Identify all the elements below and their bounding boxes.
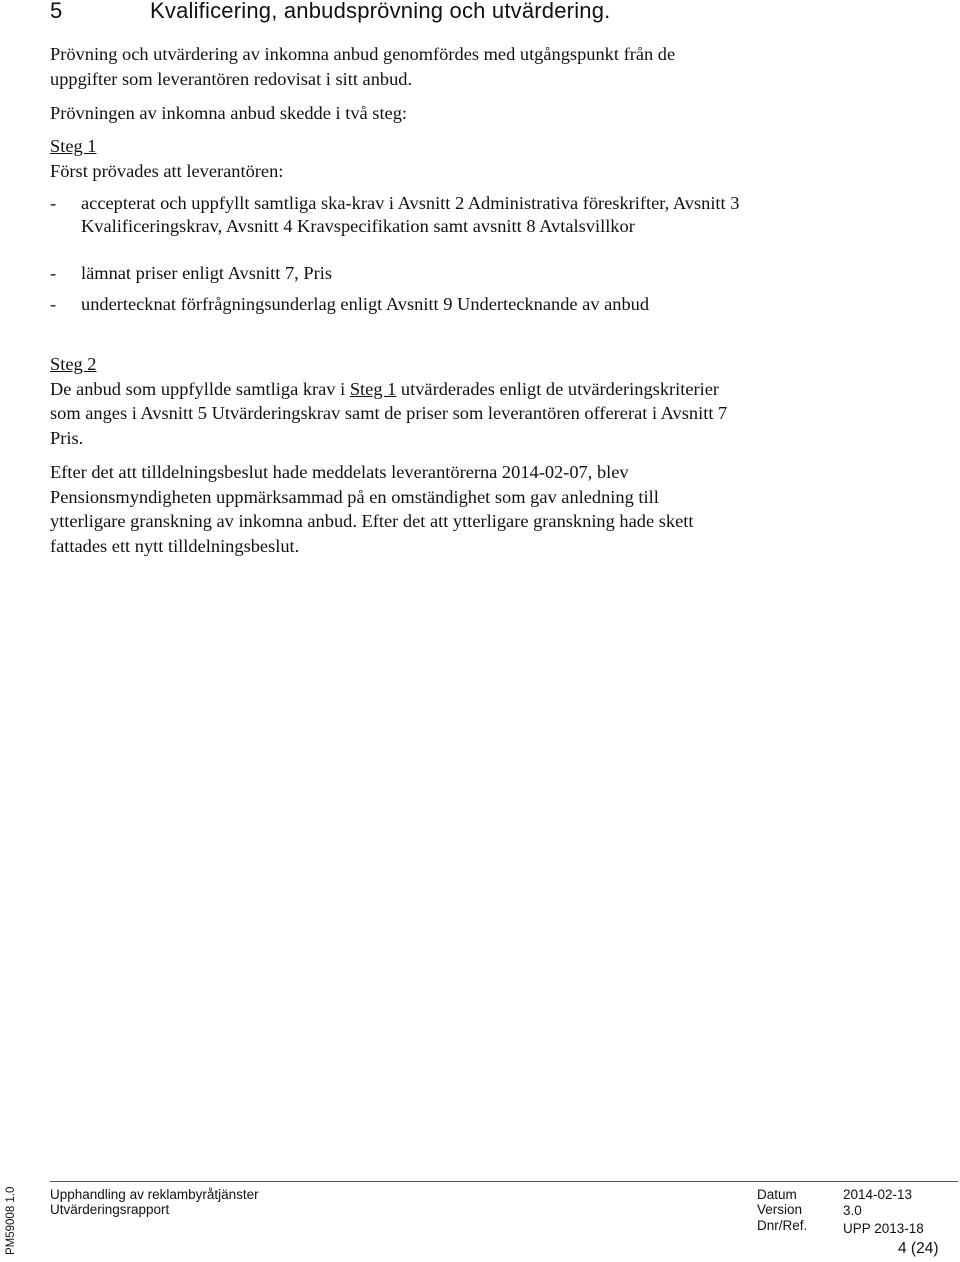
footer-label-datum: Datum — [757, 1187, 797, 1202]
steg2-paragraph — [50, 377, 740, 451]
page-number: 4 (24) — [898, 1240, 939, 1257]
final-paragraph: Efter det att tilldelningsbeslut hade meddelats leverantörerna 2014-02-07, blev Pensionsmyndigheten uppmärksammad på en omständighet som gav anledning till ytterligare granskning av inkomna anbud. Efter det att ytterligare granskning hade skett fattades ett nytt tilldelningsbeslut. — [50, 462, 694, 556]
steg1-reference: Steg 1 — [349, 378, 397, 399]
list-dash: - — [50, 263, 57, 283]
steg1-title: Steg 1 — [50, 136, 97, 156]
intro-paragraph: Prövning och utvärdering av inkomna anbud genomfördes med utgångspunkt från de uppgifter som leverantören redovisat i sitt anbud. — [50, 44, 676, 89]
steg2-text-before: De anbud som uppfyllde samtliga krav i — [50, 378, 350, 399]
list-dash: - — [50, 193, 57, 213]
list-item-text: accepterat och uppfyllt samtliga ska-krav i Avsnitt 2 Administrativa föreskrifter, Avsnitt 3 Kvalificeringskrav, Avsnitt 4 Kravspecifikation samt avsnitt 8 Avtalsvillkor — [81, 193, 740, 236]
steg1-block — [50, 134, 740, 183]
document-template-id: PM59008 1.0 — [5, 1186, 17, 1255]
section-title: Kvalificering, anbudsprövning och utvärdering. — [150, 0, 611, 23]
footer-value-dnr: UPP 2013-18 — [843, 1221, 924, 1236]
footer-value-datum: 2014-02-13 — [843, 1187, 913, 1202]
footer-subtitle: Utvärderingsrapport — [50, 1202, 170, 1217]
footer-label-dnr: Dnr/Ref. — [757, 1218, 808, 1233]
steps-intro-paragraph: Prövningen av inkomna anbud skedde i två steg: — [50, 103, 408, 123]
steg2-text-after: utvärderades enligt de utvärderingskriterier som anges i Avsnitt 5 Utvärderingskrav samt de priser som leverantören offererat i Avsnitt 7 Pris. — [50, 378, 728, 448]
section-number: 5 — [50, 0, 63, 23]
steg1-lead: Först prövades att leverantören: — [50, 160, 284, 181]
steg2-block — [50, 352, 740, 450]
list-item-text: lämnat priser enligt Avsnitt 7, Pris — [81, 263, 332, 283]
footer-label-version: Version — [757, 1202, 803, 1217]
footer-value-version: 3.0 — [843, 1203, 862, 1218]
section-heading — [50, 0, 610, 24]
list-dash: - — [50, 294, 57, 314]
steg2-title: Steg 2 — [50, 354, 97, 374]
footer-title: Upphandling av reklambyråtjänster — [50, 1187, 259, 1202]
list-item-text: undertecknat förfrågningsunderlag enligt Avsnitt 9 Undertecknande av anbud — [81, 294, 650, 314]
footer-divider — [50, 1181, 958, 1182]
